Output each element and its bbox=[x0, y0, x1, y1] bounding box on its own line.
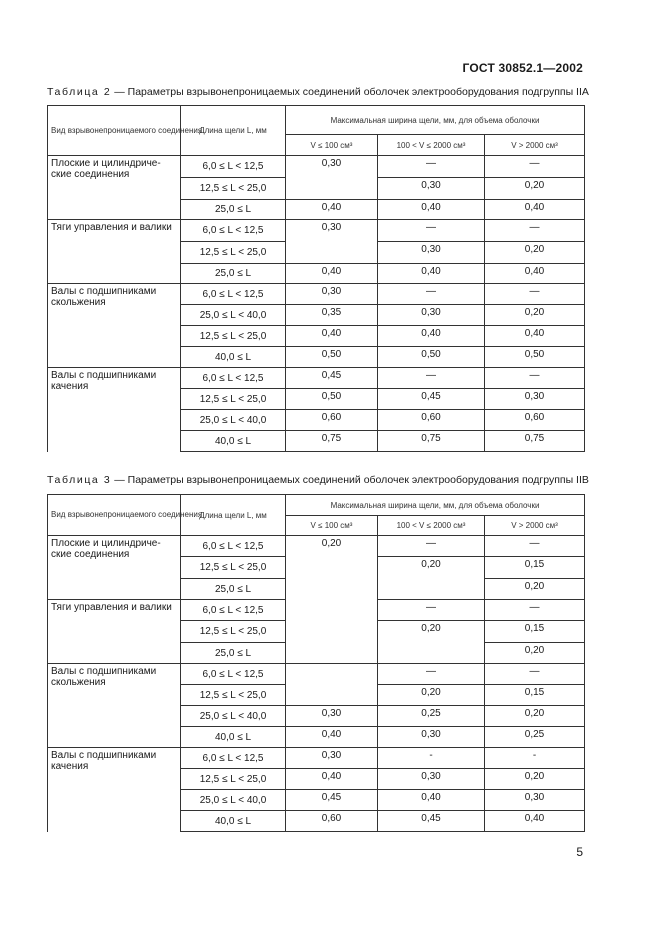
table3-title: — Параметры взрывонепроницаемых соединений оболочек электрооборудования подгруппы IIB bbox=[111, 474, 589, 486]
t2-g4-v2b: 0,45 bbox=[378, 389, 485, 410]
page-number: 5 bbox=[576, 845, 583, 859]
t2-g4-v1d: 0,75 bbox=[286, 431, 378, 452]
t2-g1-v2c: 0,40 bbox=[378, 200, 485, 220]
t2-g2-len3: 25,0 ≤ L bbox=[181, 264, 286, 284]
t2-g3-v2a: — bbox=[378, 284, 485, 305]
t2-g3-v3d: 0,50 bbox=[485, 347, 585, 368]
t3-g1-v2b: 0,20 bbox=[378, 557, 485, 600]
t3-g3-v3d: 0,25 bbox=[485, 727, 585, 748]
t3-g2-v2b: 0,20 bbox=[378, 621, 485, 664]
table-row bbox=[48, 284, 585, 305]
table2-caption bbox=[47, 86, 589, 98]
t3-g2-len1: 6,0 ≤ L < 12,5 bbox=[181, 600, 286, 621]
t3-g4-len3: 25,0 ≤ L < 40,0 bbox=[181, 790, 286, 811]
t3-g3-v2b: 0,20 bbox=[378, 685, 485, 706]
t2-g3-v2c: 0,40 bbox=[378, 326, 485, 347]
t2-g3-v3c: 0,40 bbox=[485, 326, 585, 347]
t2-g2-v3b: 0,20 bbox=[485, 242, 585, 264]
t3-g3-v1-empty bbox=[286, 664, 378, 706]
t3-g3-v1c: 0,40 bbox=[286, 727, 378, 748]
t2-g1-type: Плоские и цилиндриче-ские соединения bbox=[48, 156, 181, 220]
t2-g2-v2b: 0,30 bbox=[378, 242, 485, 264]
t2-g3-v3a: — bbox=[485, 284, 585, 305]
t3-g4-v1c: 0,45 bbox=[286, 790, 378, 811]
t3-g1-len2: 12,5 ≤ L < 25,0 bbox=[181, 557, 286, 579]
t2-g3-v3b: 0,20 bbox=[485, 305, 585, 326]
t3-g4-v3c: 0,30 bbox=[485, 790, 585, 811]
t3-g4-v2b: 0,30 bbox=[378, 769, 485, 790]
t2-g4-v3d: 0,75 bbox=[485, 431, 585, 452]
table3-label: Таблица 3 bbox=[47, 474, 112, 486]
table-row bbox=[48, 664, 585, 685]
t2-g1-v3b: 0,20 bbox=[485, 178, 585, 200]
t2-g1-v1b: 0,40 bbox=[286, 200, 378, 220]
t3-g4-v2d: 0,45 bbox=[378, 811, 485, 832]
table2 bbox=[47, 105, 585, 452]
t2-g1-len2: 12,5 ≤ L < 25,0 bbox=[181, 178, 286, 200]
t2-g1-v1a: 0,30 bbox=[286, 156, 378, 200]
t2-g3-v1a: 0,30 bbox=[286, 284, 378, 305]
t3-g3-type: Валы с подшипниками скольжения bbox=[48, 664, 181, 748]
table-row bbox=[48, 536, 585, 557]
t3-g2-type: Тяги управления и валики bbox=[48, 600, 181, 664]
t3-g1-v2a: — bbox=[378, 536, 485, 557]
table-row bbox=[48, 368, 585, 389]
t2-g4-v3b: 0,30 bbox=[485, 389, 585, 410]
t2-g3-v2b: 0,30 bbox=[378, 305, 485, 326]
t2-header-type: Вид взрывонепроницаемого соединения bbox=[48, 106, 181, 156]
t2-g2-len1: 6,0 ≤ L < 12,5 bbox=[181, 220, 286, 242]
t2-g4-len2: 12,5 ≤ L < 25,0 bbox=[181, 389, 286, 410]
t2-g3-len2: 25,0 ≤ L < 40,0 bbox=[181, 305, 286, 326]
t3-header-v2: 100 < V ≤ 2000 см³ bbox=[378, 516, 485, 536]
t3-header-length: Длина щели L, мм bbox=[181, 495, 286, 536]
t2-g4-v2c: 0,60 bbox=[378, 410, 485, 431]
t2-header-v1: V ≤ 100 см³ bbox=[286, 135, 378, 156]
t3-g2-v3c: 0,20 bbox=[485, 643, 585, 664]
t2-g4-v2a: — bbox=[378, 368, 485, 389]
t2-g3-v1d: 0,50 bbox=[286, 347, 378, 368]
t3-g1-len1: 6,0 ≤ L < 12,5 bbox=[181, 536, 286, 557]
t3-g4-len4: 40,0 ≤ L bbox=[181, 811, 286, 832]
t3-g1-v3c: 0,20 bbox=[485, 579, 585, 600]
table3 bbox=[47, 494, 585, 832]
t3-g3-v3a: — bbox=[485, 664, 585, 685]
t3-g4-v3d: 0,40 bbox=[485, 811, 585, 832]
t3-g4-type: Валы с подшипниками качения bbox=[48, 748, 181, 832]
table3-caption bbox=[47, 474, 589, 486]
t2-g4-type: Валы с подшипниками качения bbox=[48, 368, 181, 452]
t3-g1-v3a: — bbox=[485, 536, 585, 557]
t2-g4-len4: 40,0 ≤ L bbox=[181, 431, 286, 452]
standard-code: ГОСТ 30852.1—2002 bbox=[462, 61, 583, 75]
t2-g2-v1b: 0,40 bbox=[286, 264, 378, 284]
t3-g1-len3: 25,0 ≤ L bbox=[181, 579, 286, 600]
t3-g3-len4: 40,0 ≤ L bbox=[181, 727, 286, 748]
t2-g3-len3: 12,5 ≤ L < 25,0 bbox=[181, 326, 286, 347]
t3-g2-v3b: 0,15 bbox=[485, 621, 585, 643]
t2-g3-len1: 6,0 ≤ L < 12,5 bbox=[181, 284, 286, 305]
t2-header-max-width: Максимальная ширина щели, мм, для объема оболочки bbox=[286, 106, 585, 135]
table2-title: — Параметры взрывонепроницаемых соединений оболочек электрооборудования подгруппы IIA bbox=[111, 86, 589, 98]
t2-g1-len3: 25,0 ≤ L bbox=[181, 200, 286, 220]
t2-g3-v1b: 0,35 bbox=[286, 305, 378, 326]
t2-g2-len2: 12,5 ≤ L < 25,0 bbox=[181, 242, 286, 264]
t3-g1-type: Плоские и цилиндриче-ские соединения bbox=[48, 536, 181, 600]
t2-g2-type: Тяги управления и валики bbox=[48, 220, 181, 284]
t3-g4-v1b: 0,40 bbox=[286, 769, 378, 790]
t3-header-type: Вид взрывонепроницаемого соединения bbox=[48, 495, 181, 536]
t3-g3-v2a: — bbox=[378, 664, 485, 685]
t3-g1-v3b: 0,15 bbox=[485, 557, 585, 579]
t2-g2-v3c: 0,40 bbox=[485, 264, 585, 284]
t2-g3-v2d: 0,50 bbox=[378, 347, 485, 368]
t3-header-max-width: Максимальная ширина щели, мм, для объема оболочки bbox=[286, 495, 585, 516]
t2-g4-v1a: 0,45 bbox=[286, 368, 378, 389]
t2-g2-v3a: — bbox=[485, 220, 585, 242]
t3-g4-v2a: - bbox=[378, 748, 485, 769]
t2-g1-len1: 6,0 ≤ L < 12,5 bbox=[181, 156, 286, 178]
table-row bbox=[48, 156, 585, 178]
t3-g12-v1: 0,20 bbox=[286, 536, 378, 664]
t3-g4-v3b: 0,20 bbox=[485, 769, 585, 790]
t3-g3-v2c: 0,25 bbox=[378, 706, 485, 727]
t2-header-length: Длина щели L, мм bbox=[181, 106, 286, 156]
t3-g2-v3a: — bbox=[485, 600, 585, 621]
t3-g4-v2c: 0,40 bbox=[378, 790, 485, 811]
t3-header-v3: V > 2000 см³ bbox=[485, 516, 585, 536]
t3-g3-v1b: 0,30 bbox=[286, 706, 378, 727]
t3-header-v1: V ≤ 100 см³ bbox=[286, 516, 378, 536]
table-row bbox=[48, 748, 585, 769]
t2-g4-v1c: 0,60 bbox=[286, 410, 378, 431]
t3-g4-v3a: - bbox=[485, 748, 585, 769]
table-row bbox=[48, 220, 585, 242]
t2-g4-v3c: 0,60 bbox=[485, 410, 585, 431]
t3-g2-len2: 12,5 ≤ L < 25,0 bbox=[181, 621, 286, 643]
t3-g3-v3c: 0,20 bbox=[485, 706, 585, 727]
t3-g4-v1d: 0,60 bbox=[286, 811, 378, 832]
t3-g4-len2: 12,5 ≤ L < 25,0 bbox=[181, 769, 286, 790]
t2-g4-v2d: 0,75 bbox=[378, 431, 485, 452]
t3-g3-v2d: 0,30 bbox=[378, 727, 485, 748]
t3-g2-len3: 25,0 ≤ L bbox=[181, 643, 286, 664]
t3-g4-len1: 6,0 ≤ L < 12,5 bbox=[181, 748, 286, 769]
t2-g3-v1c: 0,40 bbox=[286, 326, 378, 347]
t2-header-v2: 100 < V ≤ 2000 см³ bbox=[378, 135, 485, 156]
t2-g1-v2b: 0,30 bbox=[378, 178, 485, 200]
t2-g4-v1b: 0,50 bbox=[286, 389, 378, 410]
t2-g3-len4: 40,0 ≤ L bbox=[181, 347, 286, 368]
t3-g3-len1: 6,0 ≤ L < 12,5 bbox=[181, 664, 286, 685]
t2-g2-v2a: — bbox=[378, 220, 485, 242]
t2-g1-v2a: — bbox=[378, 156, 485, 178]
t2-g4-len1: 6,0 ≤ L < 12,5 bbox=[181, 368, 286, 389]
t3-g4-v1a: 0,30 bbox=[286, 748, 378, 769]
t2-g4-v3a: — bbox=[485, 368, 585, 389]
t3-g2-v2a: — bbox=[378, 600, 485, 621]
t2-g2-v1a: 0,30 bbox=[286, 220, 378, 264]
t2-header-v3: V > 2000 см³ bbox=[485, 135, 585, 156]
t2-g4-len3: 25,0 ≤ L < 40,0 bbox=[181, 410, 286, 431]
t2-g2-v2c: 0,40 bbox=[378, 264, 485, 284]
t2-g1-v3a: — bbox=[485, 156, 585, 178]
t3-g3-len3: 25,0 ≤ L < 40,0 bbox=[181, 706, 286, 727]
t2-g3-type: Валы с подшипниками скольжения bbox=[48, 284, 181, 368]
t3-g3-v3b: 0,15 bbox=[485, 685, 585, 706]
t2-g1-v3c: 0,40 bbox=[485, 200, 585, 220]
table2-label: Таблица 2 bbox=[47, 86, 112, 98]
t3-g3-len2: 12,5 ≤ L < 25,0 bbox=[181, 685, 286, 706]
